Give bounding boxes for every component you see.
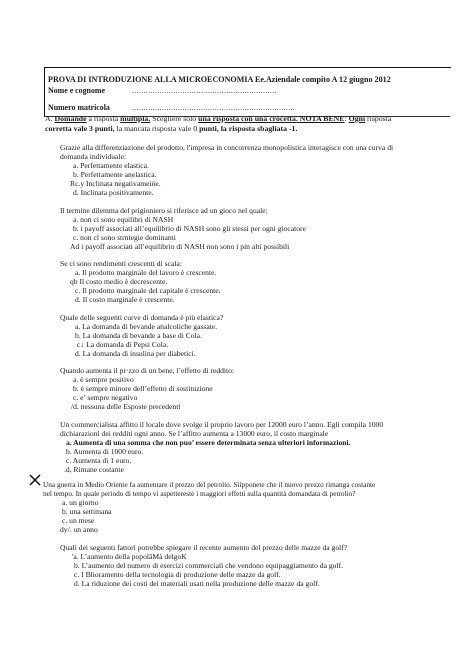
q6-stem-line-1: Un commercialista affitto il locale dove svolge il proprio lavoro per 12000 euro l’anno. Egli compila 1000 xyxy=(60,420,384,429)
q1-option-c[interactable]: Rc.y Inclinata negativameiöe. xyxy=(70,179,161,188)
instr2-b3: punti, la risposta sbagliata -1. xyxy=(199,124,298,133)
name-label: Nome e cognome xyxy=(48,86,105,95)
q5-option-a[interactable]: a. è sempre positivo xyxy=(73,375,134,384)
instr-b3: una risposta con una crocetta. xyxy=(198,114,298,123)
q8-option-c[interactable]: c. I Blioramento della tecnologia di produzione delle mazze da golf. xyxy=(74,570,281,579)
q6-option-b[interactable]: b. Aumenta di 1000 euro. xyxy=(66,447,144,456)
instr-t3: : xyxy=(344,114,349,123)
q3-stem: Se ci sono rendimenti crescenti di scala: xyxy=(60,259,182,268)
q7-option-c[interactable]: c. un mese xyxy=(62,516,95,525)
q8-stem: Quali dei seguenti fattori potrebbe spiegare il recente aumento del prezzo delle mazze da golf? xyxy=(60,543,348,552)
q1-option-b[interactable]: b. Perfettamente anelastica. xyxy=(73,170,157,179)
q1-option-a[interactable]: a. Perfettamente elastica. xyxy=(73,161,149,170)
q2-stem: Il termine dilemma del prigioniero si riferisce ad un gioco nel quale: xyxy=(60,206,268,215)
exam-title: PROVA DI INTRODUZIONE ALLA MICROECONOMIA Ee.Aziendale compito A 12 giugno 2012 xyxy=(48,75,391,84)
q2-option-c[interactable]: c. non cl sono strntegie dominanti xyxy=(73,233,176,242)
q6-stem-line-2: dichiarazioni dei redditi ogni anno. Se l’affitto aumenta a 13000 euro, il costo marginale xyxy=(60,429,329,438)
q4-stem: Quale delle seguenti curve di domanda è più elastica? xyxy=(60,313,224,322)
instr2-b2: punti, xyxy=(94,124,115,133)
instr2-b1: corretta vale 3 xyxy=(45,124,95,133)
q7-option-d[interactable]: dy/. un anno xyxy=(60,525,98,534)
q5-option-b[interactable]: b. è sempre minore dell’effetto di sostituzione xyxy=(73,384,213,393)
q8-option-b[interactable]: b. L’aumento del numero di esercizi commerciali che vendono equipaggiamento da golf. xyxy=(74,561,343,570)
q8-option-d[interactable]: d. La riduzione dei costi dei materiali usati nella produzione delle mazze da golf. xyxy=(74,579,320,588)
instr-prefix: A. xyxy=(45,114,55,123)
instr-t2: Scegliere solo xyxy=(150,114,199,123)
q2-option-d[interactable]: Ad i payoff associati all’equilibrio di NASH non sono i pin alti possibili xyxy=(70,242,290,251)
q3-option-b[interactable]: qb Il costo medio è decrescente. xyxy=(70,277,168,286)
instr-b2: multipla. xyxy=(120,114,151,123)
q4-option-b[interactable]: b. La domanda di bevande a base di Cola. xyxy=(75,331,202,340)
q8-option-a[interactable]: 'a. L’aumento della popolâMà delgoK xyxy=(72,552,187,561)
instr-b4: NOTA BENE xyxy=(297,114,345,123)
matricola-label: Numero matricola xyxy=(48,103,110,112)
q7-stem-line-2: nel tempo. In quale periodo di tempo vi aspettereste i maggiori effetti sulla quantità domandata di petrolio? xyxy=(43,489,356,498)
matricola-field[interactable]: ....................................................................... xyxy=(132,103,296,112)
instr-t1: a risposta xyxy=(86,114,121,123)
q6-option-a[interactable]: a. Aumenta di una somma che non puo’ essere determinata senza ulteriori informazioni. xyxy=(66,438,351,447)
q5-option-d[interactable]: /d. nessuna delle Esposte precedenti xyxy=(71,402,181,411)
q3-option-a[interactable]: a. Il prodotto marginale del lavoro è crescente. xyxy=(75,268,217,277)
q2-option-a[interactable]: a. non ci sono equilibri di NASH xyxy=(73,215,174,224)
instr-b5: Ogni xyxy=(348,114,366,123)
q6-option-d[interactable]: .d, Rimane costante xyxy=(64,465,124,474)
q6-option-c[interactable]: c. Aumenta di 1 euro. xyxy=(66,456,132,465)
cross-mark-icon xyxy=(29,474,41,486)
q1-option-d[interactable]: d. Inclinata positivamente. xyxy=(73,188,154,197)
q4-option-a[interactable]: a. La domanda di bevande analcoliche gassate. xyxy=(75,322,218,331)
instructions-line-2 xyxy=(45,124,297,133)
q1-stem-line-2: domanda individuale: xyxy=(60,152,127,161)
instructions-line-1 xyxy=(45,114,391,123)
q4-option-c[interactable]: c↓ La domanda di Pepsi Cola. xyxy=(77,340,169,349)
q7-option-a[interactable]: a. un giorno xyxy=(62,498,99,507)
q3-option-c[interactable]: c. Il prodotto marginale del capitale è crescente. xyxy=(75,286,221,295)
q3-option-d[interactable]: d. Il costo marginale è crescente. xyxy=(75,295,175,304)
instr2-t2: mancata risposta vale 0 xyxy=(124,124,200,133)
instr-t4: risposta xyxy=(365,114,392,123)
q1-stem-line-1: Grazie alla differenziazione del prodotto, l'impresa in concorrenza monopolistica interagisce con una curva di xyxy=(60,143,394,152)
q7-stem-line-1: Una guerra in Medio Oriente fa aumentare il prezzo del petrolio. Siipponete che il nuovo prezzo rimanga costante xyxy=(43,480,376,489)
q5-stem: Quando aumenta il pr·zzo di un bene, l’effetto di reddito: xyxy=(60,366,235,375)
q4-option-d[interactable]: d. La domanda di insulina per diabetici. xyxy=(75,349,196,358)
instr2-t1: la xyxy=(114,124,125,133)
q7-option-b[interactable]: b. una settimana xyxy=(62,507,112,516)
name-field[interactable]: ............................................................... xyxy=(132,86,277,95)
q2-option-b[interactable]: b. i payoff associati all’equilibrio di NASH sono gli stessi per ogni giocatore xyxy=(73,224,306,233)
instr-b1: Domande xyxy=(54,114,87,123)
q5-option-c[interactable]: c. e’ sempre negativo xyxy=(73,393,138,402)
